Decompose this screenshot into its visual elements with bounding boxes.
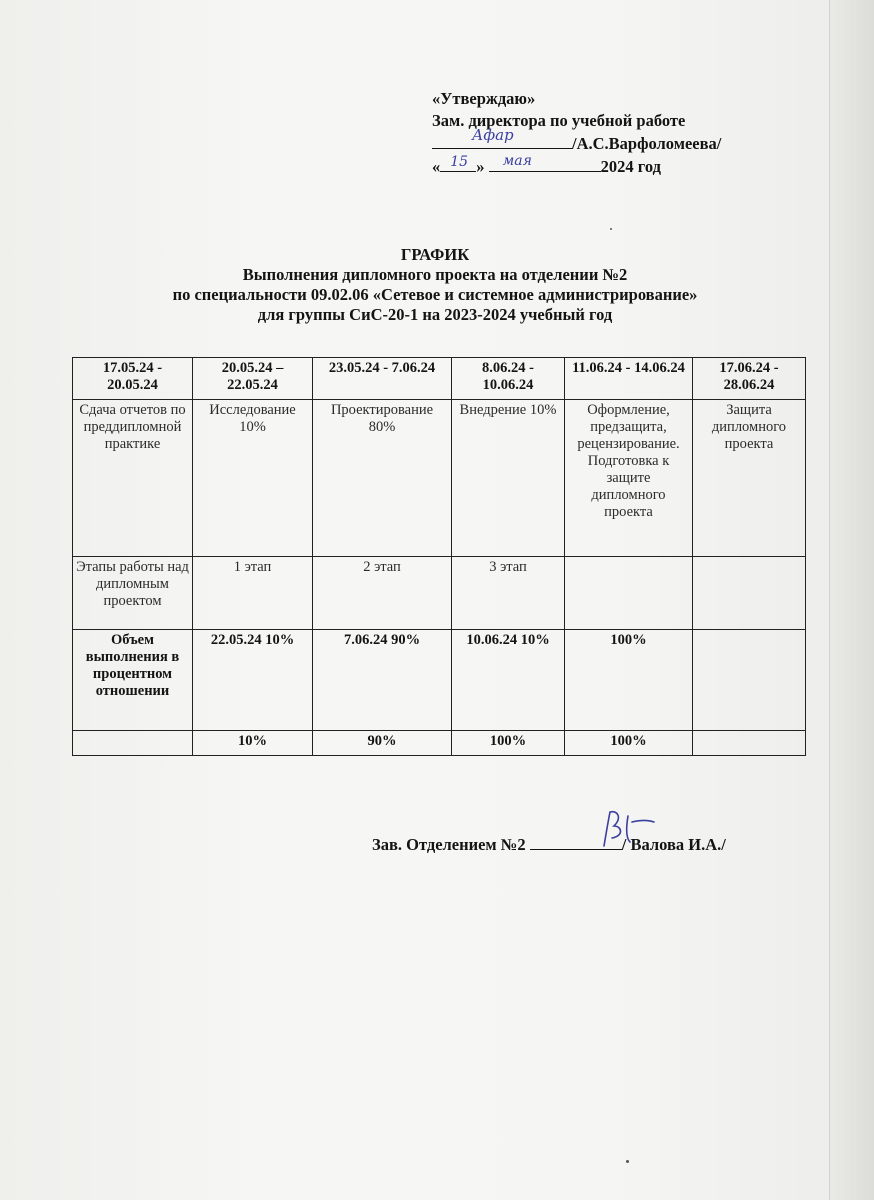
table-cell (693, 731, 806, 756)
header-cell: 17.05.24 - 20.05.24 (73, 358, 193, 400)
table-cell: 2 этап (313, 557, 452, 630)
scan-speck (610, 228, 612, 230)
scan-edge-shadow (830, 0, 874, 1200)
table-cell: Защита дипломного проекта (693, 400, 806, 557)
table-cell (693, 557, 806, 630)
table-cell: 1 этап (193, 557, 313, 630)
month-blank (489, 155, 601, 172)
table-cell: Этапы работы над дипломным проектом (73, 557, 193, 630)
table-cell: 3 этап (452, 557, 565, 630)
table-row-stages (73, 557, 806, 630)
table-cell: 100% (452, 731, 565, 756)
document-subtitle-3: для группы СиС-20-1 на 2023-2024 учебный год (257, 305, 613, 324)
header-cell: 23.05.24 - 7.06.24 (313, 358, 452, 400)
table-cell: 100% (565, 630, 693, 731)
signature-name: / Валова И.А./ (621, 835, 726, 854)
handwritten-day: 15 (450, 154, 469, 170)
table-cell: 100% (565, 731, 693, 756)
document-subtitle-1: Выполнения дипломного проекта на отделении №2 (242, 265, 628, 284)
handwritten-signature: Афар (472, 126, 514, 144)
table-cell (73, 731, 193, 756)
handwritten-month: мая (502, 153, 532, 169)
table-cell: 90% (313, 731, 452, 756)
approval-date (432, 155, 792, 178)
header-cell: 20.05.24 – 22.05.24 (193, 358, 313, 400)
date-quote-open: « (432, 157, 441, 176)
schedule-table (72, 357, 806, 756)
table-cell: Сдача отчетов по преддипломной практике (73, 400, 193, 557)
department-head-signature (372, 833, 812, 855)
table-cell: Внедрение 10% (452, 400, 565, 557)
table-cell: 7.06.24 90% (313, 630, 452, 731)
approver-name: /А.С.Варфоломеева/ (572, 134, 722, 153)
document-title-block (80, 245, 790, 325)
table-row-tasks (73, 400, 806, 557)
approval-title: «Утверждаю» (432, 89, 536, 108)
table-cell: Проектирование 80% (313, 400, 452, 557)
table-header-row (73, 358, 806, 400)
approval-signature-line (432, 126, 792, 155)
approval-position: Зам. директора по учебной работе (432, 111, 686, 130)
scan-speck (626, 1160, 629, 1163)
scan-edge-line (829, 0, 830, 1200)
document-subtitle-2: по специальности 09.02.06 «Сетевое и системное администрирование» (172, 285, 698, 304)
document-heading: ГРАФИК (400, 245, 470, 264)
table-cell: Объем выполнения в процентном отношении (73, 630, 193, 731)
table-cell (565, 557, 693, 630)
table-cell: 10% (193, 731, 313, 756)
table-row-totals (73, 731, 806, 756)
signature-blank (432, 126, 572, 149)
signature-title: Зав. Отделением №2 (372, 835, 526, 854)
table-cell: 10.06.24 10% (452, 630, 565, 731)
approval-year: 2024 год (600, 157, 661, 176)
approval-block (432, 88, 792, 178)
header-cell: 8.06.24 - 10.06.24 (452, 358, 565, 400)
day-blank (440, 155, 476, 172)
header-cell: 17.06.24 - 28.06.24 (693, 358, 806, 400)
table-cell (693, 630, 806, 731)
header-cell: 11.06.24 - 14.06.24 (565, 358, 693, 400)
date-quote-close: » (476, 157, 485, 176)
table-cell: Исследование 10% (193, 400, 313, 557)
table-cell: Оформление, предзащита, рецензирование. Подготовка к защите дипломного проекта (565, 400, 693, 557)
signature-blank (530, 833, 622, 850)
table-cell: 22.05.24 10% (193, 630, 313, 731)
table-row-volume (73, 630, 806, 731)
